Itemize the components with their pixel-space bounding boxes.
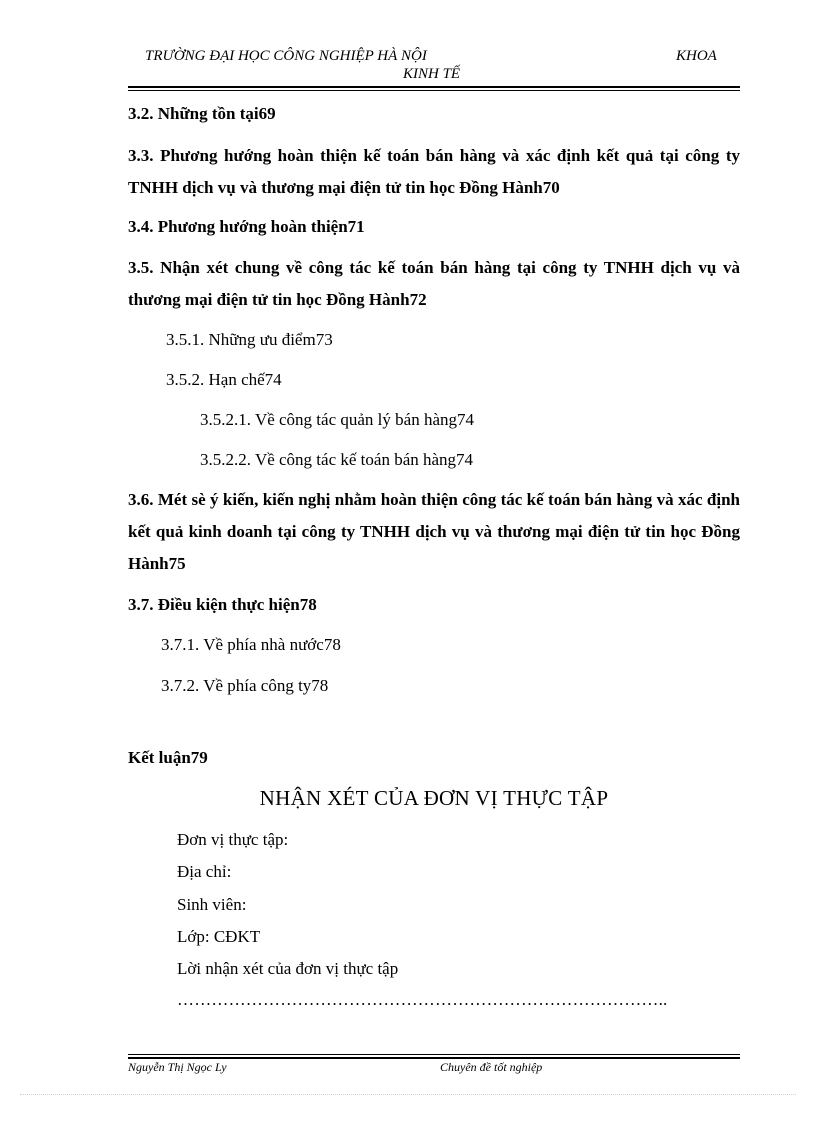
- header-rule-thin: [128, 90, 740, 91]
- page-bottom-dotted-border: [20, 1094, 796, 1095]
- header-department: KINH TẾ: [403, 66, 461, 82]
- header-school-name: TRƯỜNG ĐẠI HỌC CÔNG NGHIỆP HÀ NỘI: [145, 48, 427, 64]
- header-faculty-label: KHOA: [676, 48, 717, 64]
- toc-entry-3-5-2-2: 3.5.2.2. Về công tác kế toán bán hàng74: [200, 450, 474, 469]
- toc-entry-3-7-2: 3.7.2. Về phía công ty78: [161, 676, 329, 695]
- toc-entry-3-6: 3.6. Mét sè ý kiến, kiến nghị nhằm hoàn thiện công tác kế toán bán hàng và xác định kết quả kinh doanh tại công ty TNHH dịch vụ và thương mại điện tử tin học Đồng Hành75: [128, 490, 740, 573]
- comment-label: Lời nhận xét của đơn vị thực tập: [177, 959, 399, 978]
- toc-entry-3-4: 3.4. Phương hướng hoàn thiện71: [128, 217, 365, 236]
- address-label: Địa chỉ:: [177, 862, 232, 881]
- footer-document-title: Chuyên đề tốt nghiệp: [440, 1060, 543, 1074]
- evaluation-title: NHẬN XÉT CỦA ĐƠN VỊ THỰC TẬP: [259, 786, 609, 810]
- internship-unit-label: Đơn vị thực tập:: [177, 830, 289, 849]
- toc-entry-3-2: 3.2. Những tồn tại69: [128, 104, 276, 123]
- student-label: Sinh viên:: [177, 895, 247, 914]
- comment-dotted-line: …………………………………………………………………………..: [177, 990, 668, 1009]
- toc-entry-3-3: 3.3. Phương hướng hoàn thiện kế toán bán hàng và xác định kết quả tại công ty TNHH dịch vụ và thương mại điện tử tin học Đồng Hành70: [128, 146, 740, 197]
- footer-author: Nguyễn Thị Ngọc Ly: [128, 1060, 227, 1074]
- toc-entry-3-5-2-1: 3.5.2.1. Về công tác quản lý bán hàng74: [200, 410, 474, 429]
- header-rule-thick: [128, 86, 740, 88]
- toc-entry-3-7-1: 3.7.1. Về phía nhà nước78: [161, 635, 341, 654]
- class-label: Lớp: CĐKT: [177, 927, 261, 946]
- toc-entry-3-7: 3.7. Điều kiện thực hiện78: [128, 595, 317, 614]
- toc-entry-3-5-2: 3.5.2. Hạn chế74: [166, 370, 282, 389]
- footer-rule-thin: [128, 1054, 740, 1055]
- toc-entry-3-5: 3.5. Nhận xét chung về công tác kế toán bán hàng tại công ty TNHH dịch vụ và thương mại điện tử tin học Đồng Hành72: [128, 258, 740, 309]
- toc-entry-conclusion: Kết luận79: [128, 748, 208, 767]
- footer-rule-thick: [128, 1057, 740, 1059]
- toc-entry-3-5-1: 3.5.1. Những ưu điểm73: [166, 330, 333, 349]
